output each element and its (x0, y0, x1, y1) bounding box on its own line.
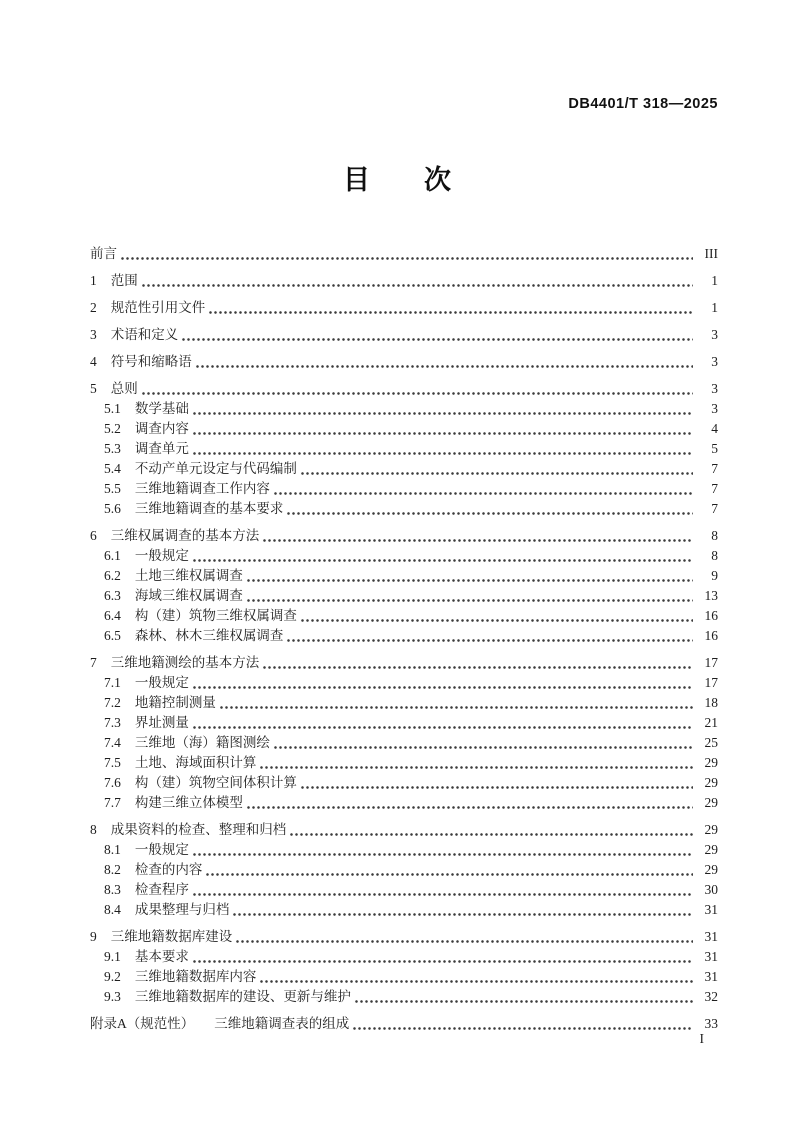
toc-leader-dots (353, 1026, 693, 1031)
toc-entry-page: 29 (704, 862, 718, 877)
toc-entry-label: 三维地（海）籍图测绘 (134, 735, 270, 750)
toc-entry (90, 773, 718, 793)
toc-entry-label: 符号和缩略语 (110, 354, 192, 369)
toc-entry-page: 21 (704, 715, 718, 730)
toc-entry-number: 7.1 (104, 675, 121, 690)
toc-entry (90, 352, 718, 372)
toc-entry-page: 9 (711, 568, 718, 583)
toc-entry-label: 三维地籍数据库建设 (110, 929, 233, 944)
toc-entry-number: 7.7 (104, 795, 121, 810)
toc-entry-label: 三维地籍数据库内容 (134, 969, 257, 984)
toc-entry-number: 1 (90, 273, 97, 288)
toc-entry-number: 7 (90, 655, 97, 670)
toc-entry-label: 构建三维立体模型 (134, 795, 243, 810)
toc-entry-page: 32 (704, 989, 718, 1004)
toc-leader-dots (193, 959, 693, 964)
toc-entry-page: 7 (711, 461, 718, 476)
toc-entry-label: 调查单元 (134, 441, 189, 456)
toc-leader-dots (263, 538, 693, 543)
toc-entry-number: 8.2 (104, 862, 121, 877)
toc-entry (90, 880, 718, 900)
toc-entry-label: 调查内容 (134, 421, 189, 436)
toc-leader-dots (290, 832, 693, 837)
toc-entry-number: 8.4 (104, 902, 121, 917)
toc-entry-page: 29 (704, 795, 718, 810)
toc-entry-page: 16 (704, 628, 718, 643)
toc-entry (90, 546, 718, 566)
toc-leader-dots (142, 391, 693, 396)
toc-entry (90, 419, 718, 439)
toc-leader-dots (193, 685, 693, 690)
toc-entry-number: 2 (90, 300, 97, 315)
toc-entry-label: 成果资料的检查、整理和归档 (110, 822, 287, 837)
toc-entry-label: 三维权属调查的基本方法 (110, 528, 260, 543)
toc-list (90, 237, 718, 1034)
toc-entry (90, 1014, 718, 1034)
toc-entry (90, 271, 718, 291)
toc-entry-number: 6.1 (104, 548, 121, 563)
toc-leader-dots (247, 598, 693, 603)
toc-entry-number: 7.2 (104, 695, 121, 710)
toc-entry-number: 5.2 (104, 421, 121, 436)
toc-entry-label: 地籍控制测量 (134, 695, 216, 710)
toc-leader-dots (193, 892, 693, 897)
toc-entry-number: 7.6 (104, 775, 121, 790)
toc-entry-label: 不动产单元设定与代码编制 (134, 461, 297, 476)
toc-entry-label: 土地三维权属调查 (134, 568, 243, 583)
toc-entry (90, 626, 718, 646)
toc-entry-label: 构（建）筑物三维权属调查 (134, 608, 297, 623)
toc-leader-dots (260, 765, 693, 770)
toc-entry-page: 3 (711, 354, 718, 369)
toc-entry-number: 8 (90, 822, 97, 837)
toc-entry-page: 8 (711, 528, 718, 543)
toc-entry-number: 8.3 (104, 882, 121, 897)
doc-number: DB4401/T 318—2025 (568, 96, 718, 112)
toc-entry-page: 25 (704, 735, 718, 750)
toc-leader-dots (247, 578, 693, 583)
toc-leader-dots (301, 785, 693, 790)
toc-entry-label: 海域三维权属调查 (134, 588, 243, 603)
page-title: 目 次 (343, 165, 451, 195)
toc-entry-number: 5.4 (104, 461, 121, 476)
toc-entry (90, 399, 718, 419)
toc-entry (90, 793, 718, 813)
toc-leader-dots (193, 852, 693, 857)
toc-entry-page: 18 (704, 695, 718, 710)
toc-entry-label: 三维地籍数据库的建设、更新与维护 (134, 989, 351, 1004)
toc-entry (90, 987, 718, 1007)
toc-entry-number: 9.3 (104, 989, 121, 1004)
toc-entry-label: 森林、林木三维权属调查 (134, 628, 284, 643)
toc-entry-page: 3 (711, 327, 718, 342)
toc-leader-dots (301, 618, 693, 623)
toc-entry-number: 3 (90, 327, 97, 342)
toc-entry-number: 9 (90, 929, 97, 944)
toc-entry-number: 6.5 (104, 628, 121, 643)
toc-entry-page: 29 (704, 755, 718, 770)
toc-entry (90, 379, 718, 399)
toc-entry-number: 5.5 (104, 481, 121, 496)
toc-leader-dots (182, 337, 693, 342)
toc-leader-dots (247, 805, 693, 810)
toc-entry (90, 693, 718, 713)
toc-entry (90, 325, 718, 345)
toc-entry (90, 673, 718, 693)
toc-entry-number: 6.3 (104, 588, 121, 603)
toc-entry (90, 566, 718, 586)
toc-leader-dots (274, 745, 693, 750)
toc-entry-page: 31 (704, 902, 718, 917)
toc-entry-page: 31 (704, 969, 718, 984)
toc-entry (90, 967, 718, 987)
toc-entry (90, 733, 718, 753)
toc-leader-dots (209, 310, 693, 315)
toc-leader-dots (193, 558, 693, 563)
toc-entry (90, 526, 718, 546)
toc-entry (90, 479, 718, 499)
toc-entry-page: 29 (704, 822, 718, 837)
toc-entry-number: 6.2 (104, 568, 121, 583)
toc-entry-number: 附录A（规范性） (90, 1016, 195, 1031)
toc-entry-page: 8 (711, 548, 718, 563)
toc-entry-label: 一般规定 (134, 842, 189, 857)
toc-leader-dots (142, 283, 693, 288)
toc-entry (90, 499, 718, 519)
toc-entry-label: 规范性引用文件 (110, 300, 206, 315)
toc-entry (90, 840, 718, 860)
toc-entry-label: 数学基础 (134, 401, 189, 416)
toc-entry-page: III (704, 246, 718, 261)
toc-entry-number: 8.1 (104, 842, 121, 857)
toc-entry (90, 947, 718, 967)
toc-leader-dots (193, 451, 693, 456)
toc-entry-number: 6.4 (104, 608, 121, 623)
toc-entry-page: 29 (704, 842, 718, 857)
toc-entry-number: 9.2 (104, 969, 121, 984)
toc-entry (90, 900, 718, 920)
toc-leader-dots (206, 872, 693, 877)
footer-page-number: I (699, 1031, 704, 1046)
toc-entry-label: 三维地籍测绘的基本方法 (110, 655, 260, 670)
toc-entry-label: 范围 (110, 273, 138, 288)
toc-entry-label: 总则 (110, 381, 138, 396)
toc-entry-page: 7 (711, 481, 718, 496)
toc-entry (90, 713, 718, 733)
toc-entry (90, 606, 718, 626)
toc-entry (90, 820, 718, 840)
toc-entry-page: 13 (704, 588, 718, 603)
toc-entry-label: 成果整理与归档 (134, 902, 230, 917)
toc-entry (90, 927, 718, 947)
toc-entry-label: 一般规定 (134, 675, 189, 690)
toc-entry-number: 6 (90, 528, 97, 543)
toc-entry-number: 7.3 (104, 715, 121, 730)
toc-entry-page: 17 (704, 675, 718, 690)
toc-entry-label: 前言 (90, 246, 117, 261)
toc-entry-number: 4 (90, 354, 97, 369)
toc-entry-number: 5 (90, 381, 97, 396)
toc-entry-number: 5.1 (104, 401, 121, 416)
toc-leader-dots (193, 431, 693, 436)
toc-entry-label: 检查程序 (134, 882, 189, 897)
toc-leader-dots (301, 471, 693, 476)
toc-entry-number: 9.1 (104, 949, 121, 964)
toc-leader-dots (233, 912, 693, 917)
toc-entry-label: 检查的内容 (134, 862, 203, 877)
toc-entry-page: 5 (711, 441, 718, 456)
toc-entry-number: 5.6 (104, 501, 121, 516)
toc-entry-page: 1 (711, 273, 718, 288)
toc-entry-page: 31 (704, 949, 718, 964)
toc-entry-number: 7.5 (104, 755, 121, 770)
toc-leader-dots (287, 638, 693, 643)
toc-entry (90, 439, 718, 459)
toc-entry (90, 459, 718, 479)
toc-leader-dots (193, 725, 693, 730)
toc-entry-page: 1 (711, 300, 718, 315)
toc-entry-label: 土地、海域面积计算 (134, 755, 257, 770)
toc-entry-label: 三维地籍调查表的组成 (214, 1016, 350, 1031)
toc-entry-page: 30 (704, 882, 718, 897)
toc-entry-page: 4 (711, 421, 718, 436)
toc-entry (90, 753, 718, 773)
toc-entry (90, 860, 718, 880)
toc-entry-page: 3 (711, 381, 718, 396)
toc-leader-dots (121, 256, 693, 261)
toc-leader-dots (274, 491, 693, 496)
toc-entry-page: 3 (711, 401, 718, 416)
toc-entry (90, 586, 718, 606)
toc-entry-number: 5.3 (104, 441, 121, 456)
toc-leader-dots (355, 999, 693, 1004)
toc-entry (90, 298, 718, 318)
toc-entry-page: 31 (704, 929, 718, 944)
toc-entry-number: 7.4 (104, 735, 121, 750)
toc-leader-dots (196, 364, 693, 369)
toc-leader-dots (263, 665, 693, 670)
toc-entry-page: 33 (704, 1016, 718, 1031)
toc-entry-label: 界址测量 (134, 715, 189, 730)
toc-entry-label: 基本要求 (134, 949, 189, 964)
toc-entry-label: 三维地籍调查工作内容 (134, 481, 270, 496)
toc-entry (90, 244, 718, 264)
toc-entry-label: 一般规定 (134, 548, 189, 563)
toc-entry-page: 29 (704, 775, 718, 790)
toc-entry-page: 16 (704, 608, 718, 623)
toc-entry-label: 三维地籍调查的基本要求 (134, 501, 284, 516)
toc-entry-label: 构（建）筑物空间体积计算 (134, 775, 297, 790)
toc-leader-dots (236, 939, 693, 944)
toc-entry (90, 653, 718, 673)
toc-entry-page: 7 (711, 501, 718, 516)
toc-entry-page: 17 (704, 655, 718, 670)
toc-leader-dots (260, 979, 693, 984)
toc-leader-dots (193, 411, 693, 416)
toc-leader-dots (220, 705, 693, 710)
toc-leader-dots (287, 511, 693, 516)
toc-entry-label: 术语和定义 (110, 327, 179, 342)
